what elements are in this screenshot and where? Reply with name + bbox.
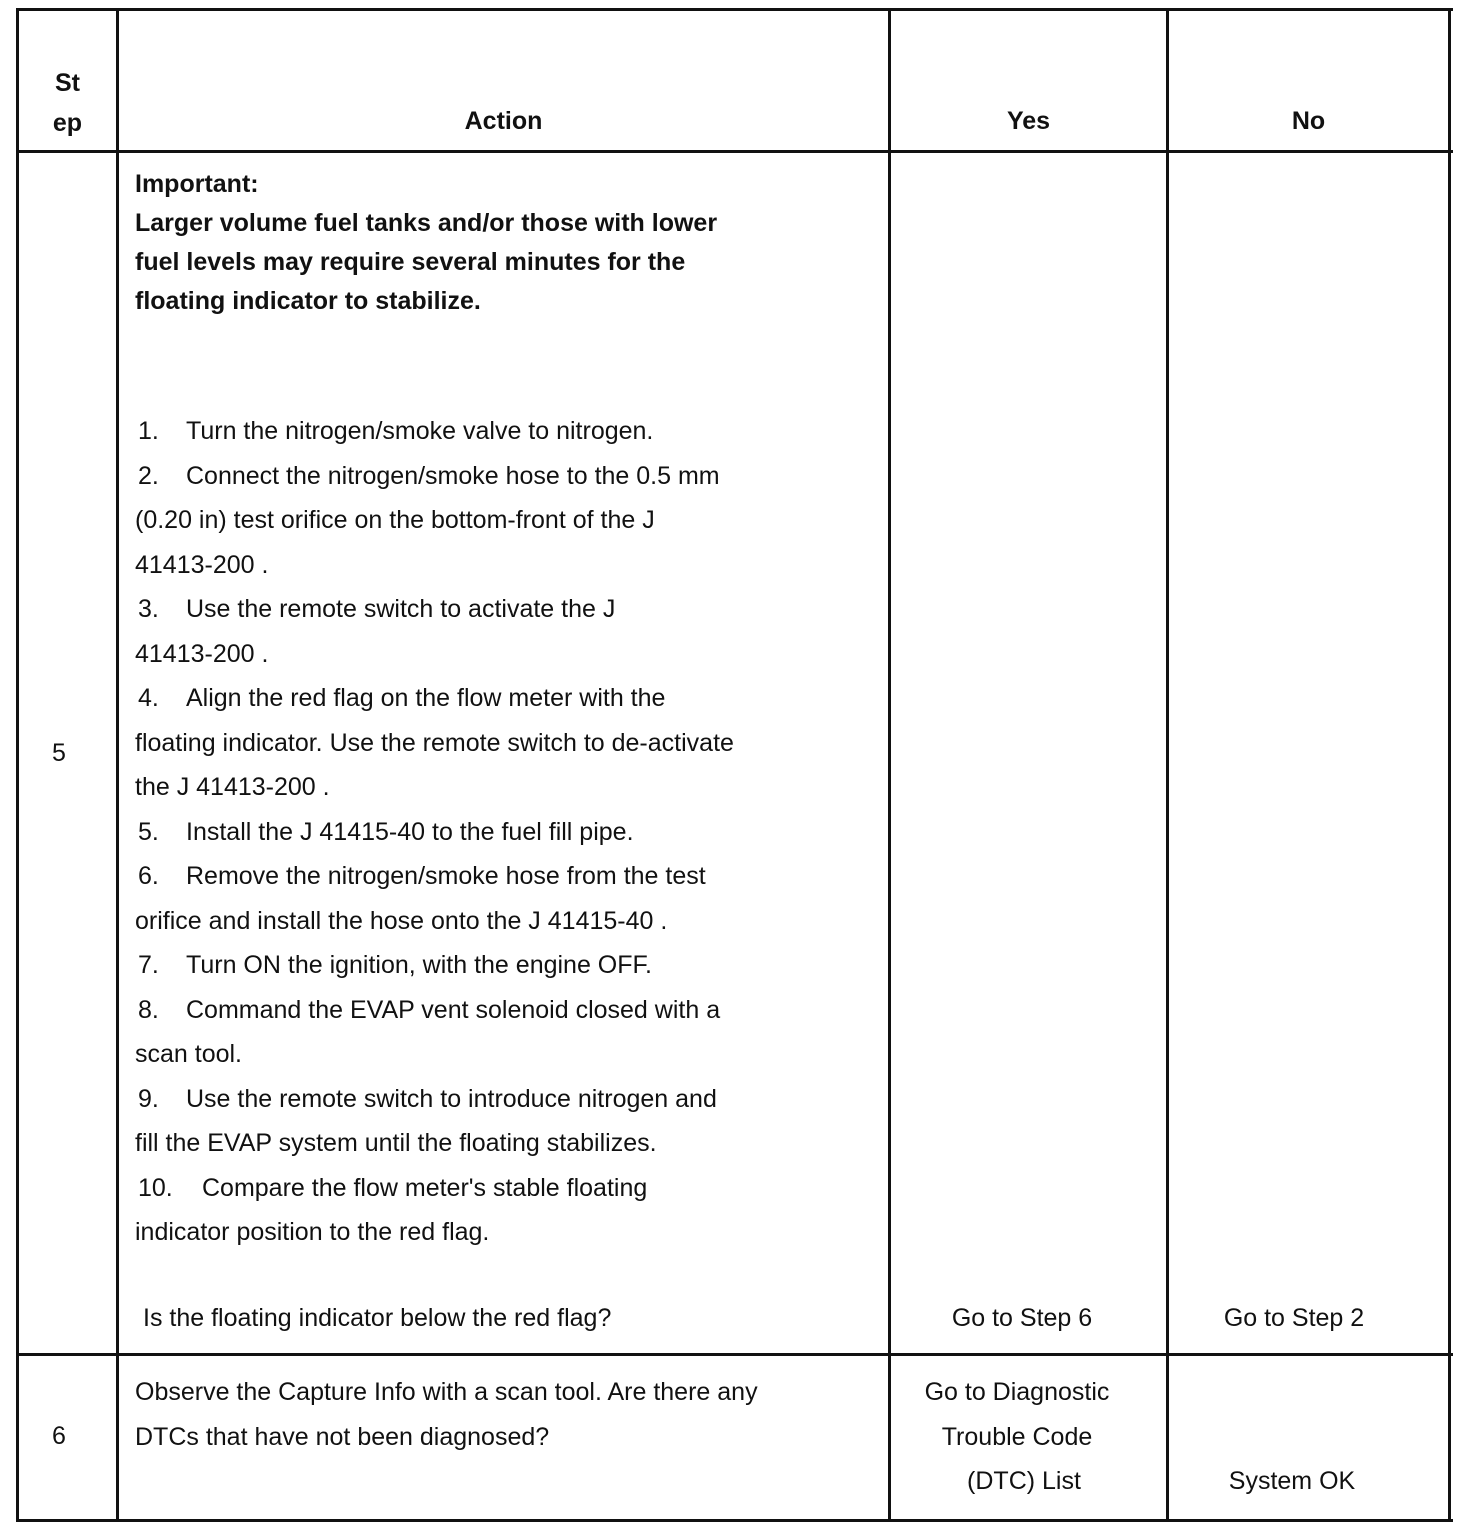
action-line: Observe the Capture Info with a scan tool. Are there any bbox=[135, 1378, 758, 1406]
table-border-top bbox=[16, 8, 1453, 11]
list-item bbox=[135, 1077, 885, 1122]
item-text: Install the J 41415-40 to the fuel fill pipe. bbox=[186, 817, 634, 846]
item-number: 3. bbox=[138, 595, 159, 623]
item-continuation: 41413-200 . bbox=[135, 550, 269, 579]
item-number: 7. bbox=[138, 951, 159, 979]
action-cell bbox=[135, 165, 885, 321]
item-number: 9. bbox=[138, 1084, 159, 1113]
item-text: Command the EVAP vent solenoid closed with a bbox=[186, 995, 721, 1024]
item-text: Use the remote switch to activate the J bbox=[186, 595, 616, 623]
row-divider bbox=[16, 1353, 1453, 1356]
list-item bbox=[135, 676, 885, 721]
item-continuation: (0.20 in) test orifice on the bottom-front of the J bbox=[135, 506, 655, 534]
action-line: DTCs that have not been diagnosed? bbox=[135, 1422, 550, 1451]
action-cell bbox=[135, 1370, 885, 1459]
item-continuation: orifice and install the hose onto the J 41415-40 . bbox=[135, 906, 668, 935]
item-text: Connect the nitrogen/smoke hose to the 0.5 mm bbox=[186, 461, 720, 490]
item-number: 5. bbox=[138, 817, 159, 846]
list-item bbox=[135, 943, 885, 988]
yes-answer: Go to Step 6 bbox=[951, 1304, 1093, 1332]
question-text: Is the floating indicator below the red flag? bbox=[143, 1304, 612, 1332]
item-continuation: indicator position to the red flag. bbox=[135, 1218, 490, 1246]
item-number: 8. bbox=[138, 995, 159, 1024]
item-continuation: 41413-200 . bbox=[135, 639, 269, 668]
item-continuation: the J 41413-200 . bbox=[135, 773, 330, 801]
list-item bbox=[135, 810, 885, 855]
table-border-right bbox=[1448, 8, 1451, 1522]
no-answer: System OK bbox=[1228, 1467, 1356, 1495]
item-continuation: scan tool. bbox=[135, 1040, 243, 1068]
list-item bbox=[135, 1166, 885, 1211]
item-number: 2. bbox=[138, 461, 159, 490]
steps-list bbox=[135, 409, 885, 1255]
table-border-bottom bbox=[16, 1519, 1453, 1522]
header-no: No bbox=[1291, 107, 1326, 135]
item-text: Turn ON the ignition, with the engine OFF. bbox=[186, 951, 652, 979]
list-item bbox=[135, 409, 885, 454]
column-divider-yes bbox=[1166, 8, 1169, 1522]
column-divider-step bbox=[116, 8, 119, 1522]
header-step-line1: St bbox=[55, 69, 80, 97]
header-divider bbox=[16, 150, 1453, 153]
list-item bbox=[135, 587, 885, 632]
item-number: 1. bbox=[138, 417, 159, 445]
item-number: 4. bbox=[138, 684, 159, 712]
list-item bbox=[135, 454, 885, 499]
item-text: Turn the nitrogen/smoke valve to nitrogen. bbox=[186, 417, 654, 445]
list-item bbox=[135, 988, 885, 1033]
important-line: fuel levels may require several minutes for the bbox=[135, 248, 686, 276]
column-divider-action bbox=[888, 8, 891, 1522]
item-text: Compare the flow meter's stable floating bbox=[202, 1173, 648, 1202]
important-label: Important: bbox=[135, 170, 259, 198]
yes-line: Go to Diagnostic bbox=[924, 1378, 1110, 1406]
list-item bbox=[135, 854, 885, 899]
yes-line: (DTC) List bbox=[967, 1467, 1081, 1495]
important-line: Larger volume fuel tanks and/or those with lower bbox=[135, 209, 718, 237]
header-action: Action bbox=[464, 107, 543, 135]
yes-answer bbox=[891, 1370, 1143, 1504]
item-number: 6. bbox=[138, 862, 159, 890]
item-number: 10. bbox=[138, 1173, 173, 1202]
step-number: 5 bbox=[52, 739, 66, 767]
header-yes: Yes bbox=[1006, 107, 1051, 135]
header-step bbox=[19, 63, 116, 143]
yes-line: Trouble Code bbox=[941, 1422, 1093, 1451]
no-answer: Go to Step 2 bbox=[1223, 1304, 1365, 1332]
item-text: Align the red flag on the flow meter with the bbox=[186, 684, 666, 712]
diagnostic-table bbox=[16, 8, 1453, 1523]
important-line: floating indicator to stabilize. bbox=[135, 287, 481, 315]
item-continuation: fill the EVAP system until the floating stabilizes. bbox=[135, 1129, 657, 1157]
item-text: Use the remote switch to introduce nitrogen and bbox=[186, 1084, 717, 1113]
item-continuation: floating indicator. Use the remote switch to de-activate bbox=[135, 728, 734, 757]
header-step-line2: ep bbox=[52, 109, 83, 137]
step-number: 6 bbox=[52, 1422, 66, 1450]
item-text: Remove the nitrogen/smoke hose from the test bbox=[186, 862, 706, 890]
